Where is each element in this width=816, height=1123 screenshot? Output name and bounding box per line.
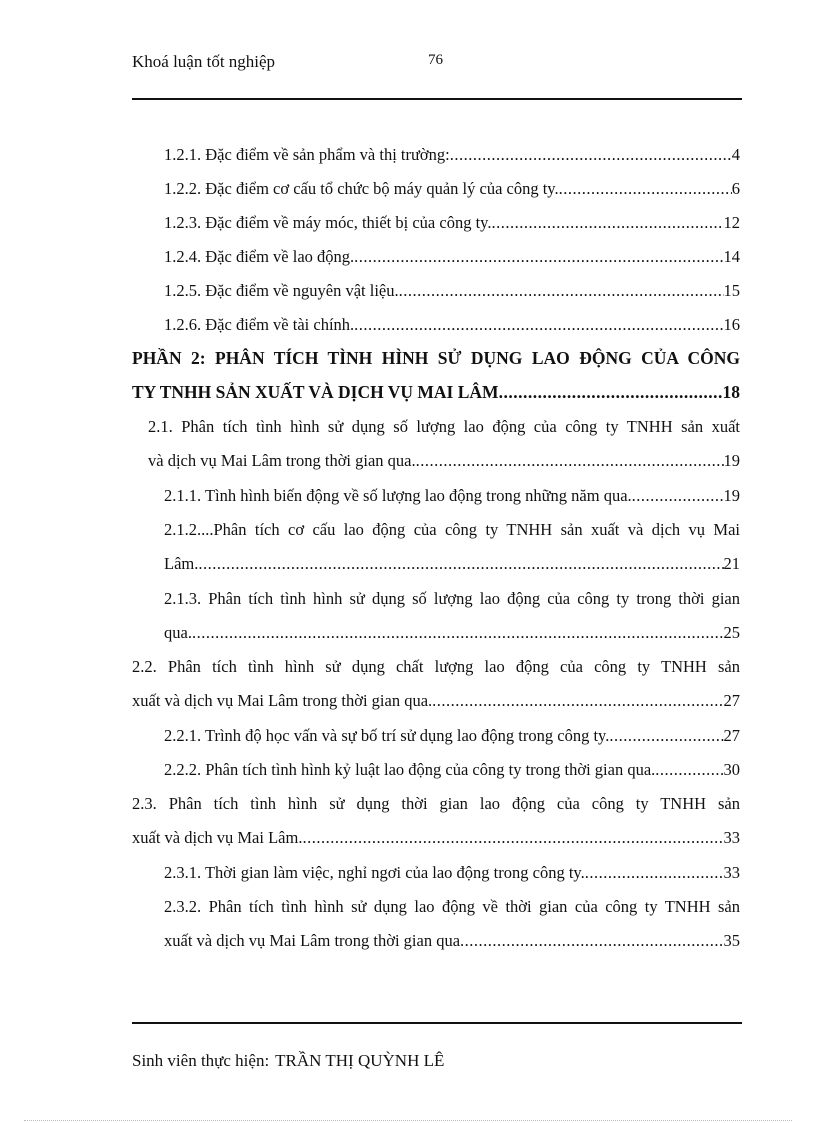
toc-entry-2-2-line-2[interactable]: xuất và dịch vụ Mai Lâm trong thời gian qua. ..... 27	[132, 690, 740, 712]
toc-entry-1-2-3[interactable]: 1.2.3. Đặc điểm về máy móc, thiết bị của công ty. ..... 12	[164, 212, 740, 234]
page-number: 76	[428, 52, 443, 68]
toc-page-number: 19	[723, 486, 740, 505]
toc-page-number: 33	[723, 828, 740, 847]
toc-page-number: 30	[723, 760, 740, 779]
toc-page-number: 35	[723, 931, 740, 950]
toc-page-number: 19	[723, 451, 740, 470]
toc-page-number: 27	[723, 726, 740, 745]
toc-page-number: 12	[723, 213, 740, 232]
toc-entry-2-3-2-line-2[interactable]: xuất và dịch vụ Mai Lâm trong thời gian qua ..... 35	[164, 930, 740, 952]
toc-entry-1-2-5[interactable]: 1.2.5. Đặc điểm về nguyên vật liệu. ..... 15	[164, 280, 740, 302]
student-name: TRẦN THỊ QUỲNH LÊ	[275, 1051, 445, 1070]
toc-entry-2-1-1[interactable]: 2.1.1. Tình hình biến động về số lượng lao động trong những năm qua. ..... 19	[164, 485, 740, 507]
toc-page-number: 15	[723, 281, 740, 300]
toc-page-number: 27	[723, 691, 740, 710]
footer	[132, 1051, 444, 1071]
toc-entry-2-3-2-line-1[interactable]: 2.3.2. Phân tích tình hình sử dụng lao động về thời gian của công ty TNHH sản	[164, 897, 740, 916]
toc-page-number: 4	[731, 145, 740, 164]
toc-entry-1-2-4[interactable]: 1.2.4. Đặc điểm về lao động. ..... 14	[164, 246, 740, 268]
page-edge-divider	[24, 1120, 792, 1121]
toc-entry-2-2-line-1[interactable]: 2.2. Phân tích tình hình sử dụng chất lượng lao động của công ty TNHH sản	[132, 657, 740, 676]
toc-entry-2-2-2[interactable]: 2.2.2. Phân tích tình hình kỷ luật lao động của công ty trong thời gian qua. ..... 30	[164, 759, 740, 781]
toc-entry-2-3-line-2[interactable]: xuất và dịch vụ Mai Lâm. ..... 33	[132, 827, 740, 849]
toc-page-number: 18	[722, 382, 740, 402]
toc-entry-1-2-6[interactable]: 1.2.6. Đặc điểm về tài chính. ..... 16	[164, 314, 740, 336]
toc-entry-1-2-1[interactable]: 1.2.1. Đặc điểm về sản phẩm và thị trường: ..... 4	[164, 144, 740, 166]
toc-entry-2-1-2-line-1[interactable]: 2.1.2....Phân tích cơ cấu lao động của công ty TNHH sản xuất và dịch vụ Mai	[164, 520, 740, 539]
toc-page-number: 21	[723, 554, 740, 573]
toc-entry-2-1-3-line-1[interactable]: 2.1.3. Phân tích tình hình sử dụng số lượng lao động của công ty trong thời gian	[164, 589, 740, 608]
toc-entry-1-2-2[interactable]: 1.2.2. Đặc điểm cơ cấu tổ chức bộ máy quản lý của công ty. ..... 6	[164, 178, 740, 200]
footer-label: Sinh viên thực hiện:	[132, 1051, 270, 1070]
toc-entry-2-2-1[interactable]: 2.2.1. Trình độ học vấn và sự bố trí sử dụng lao động trong công ty. ..... 27	[164, 725, 740, 747]
toc-entry-2-1-line-2[interactable]: và dịch vụ Mai Lâm trong thời gian qua. ..... 19	[148, 450, 740, 472]
toc-entry-2-1-line-1[interactable]: 2.1. Phân tích tình hình sử dụng số lượng lao động của công ty TNHH sản xuất	[148, 417, 740, 436]
toc-entry-2-3-line-1[interactable]: 2.3. Phân tích tình hình sử dụng thời gian lao động của công ty TNHH sản	[132, 794, 740, 813]
toc-entry-2-1-2-line-2[interactable]: Lâm. ..... 21	[164, 553, 740, 575]
toc-part-2-line-1[interactable]: PHẦN 2: PHÂN TÍCH TÌNH HÌNH SỬ DỤNG LAO ĐỘNG CỦA CÔNG	[132, 348, 740, 368]
toc-page-number: 14	[723, 247, 740, 266]
toc-entry-2-3-1[interactable]: 2.3.1. Thời gian làm việc, nghỉ ngơi của lao động trong công ty. ..... 33	[164, 862, 740, 884]
toc-part-2-line-2[interactable]: TY TNHH SẢN XUẤT VÀ DỊCH VỤ MAI LÂM ..... 18	[132, 381, 740, 403]
toc-entry-2-1-3-line-2[interactable]: qua. ..... 25	[164, 622, 740, 644]
toc-page-number: 16	[723, 315, 740, 334]
footer-rule	[132, 1022, 742, 1024]
toc-page-number: 33	[723, 863, 740, 882]
toc-page-number: 6	[731, 179, 740, 198]
toc-page-number: 25	[723, 623, 740, 642]
header-title: Khoá luận tốt nghiệp	[132, 52, 276, 71]
